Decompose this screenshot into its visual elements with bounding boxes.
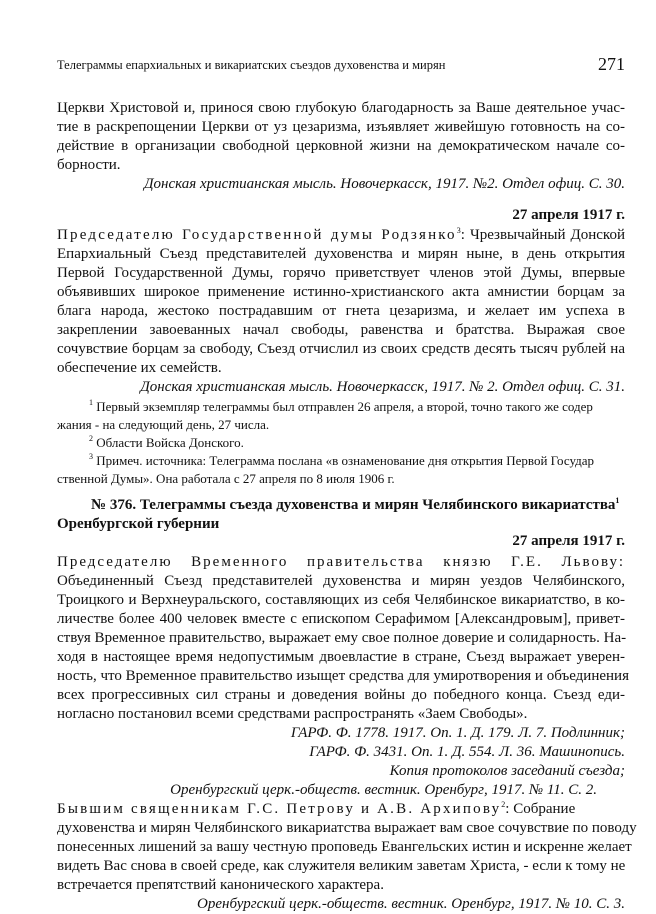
heading-text: № 376. Телеграммы съезда духовенства и мирян Челябинского викариатства [91, 497, 616, 513]
section-continuation [57, 99, 625, 194]
footnote-3 [57, 452, 625, 470]
text-line: Объединенный Съезд представителей духовенства и мирян уездов Челябинского, [57, 573, 625, 589]
footnote-3-cont: ственной Думы». Она работала с 27 апреля по 8 июля 1906 г. [57, 471, 395, 486]
footnotes [57, 398, 625, 488]
text-line: ность, что Временное правительство изыщет средства для умиротворения и объединения [57, 668, 629, 684]
source-citation: Донская христианская мысль. Новочеркасск, 1917. № 2. Отдел офиц. С. 31. [140, 379, 625, 395]
source-citation: Донская христианская мысль. Новочеркасск, 1917. №2. Отдел офиц. С. 30. [144, 176, 625, 192]
running-header: Телеграммы епархиальных и викариатских съездов духовенства и мирян [57, 58, 446, 72]
text-line: ствуя Временное правительство, выражает ему свое полное доверие и солидарность. На- [57, 630, 627, 646]
text-segment: : Собрание [505, 801, 576, 817]
text-line: блага народа, жестоко пострадавшим от гнета цезаризма, и желает им успеха в [57, 303, 625, 319]
text-line: всех прогрессивных сил страны и доведения войны до победного конца. Съезд еди- [57, 687, 625, 703]
heading-line [57, 496, 625, 515]
source-citation: Оренбургский церк.-обществ. вестник. Оренбург, 1917. № 10. С. 3. [197, 896, 625, 912]
addressee: Председателю Временного правительства князю Г.Е. Львову: [57, 554, 625, 570]
text-line: закреплении завоеванных начал свободы, равенства и братства. Выражая свое [57, 322, 625, 338]
text-line: обеспечение их семейств. [57, 360, 222, 376]
footnote-ref: 1 [615, 496, 620, 505]
text-line: объявивших широкое применение истинно-христианского акта амнистии борцам за [57, 284, 625, 300]
footnote-mark: 2 [89, 434, 93, 443]
text-line: Церкви Христовой и, принося свою глубокую благодарность за Ваше деятельное учас- [57, 100, 625, 116]
telegram-date: 27 апреля 1917 г. [512, 207, 625, 223]
source-citation: ГАРФ. Ф. 1778. 1917. Оп. 1. Д. 179. Л. 7. Подлинник; [290, 725, 625, 741]
text-line: сочувствие борцам за свободу, Съезд отчислил из своих средств десять тысяч рублей на [57, 341, 625, 357]
text-line: ногласно постановил всеми средствами распространять «Заем Свободы». [57, 706, 528, 722]
page-number: 271 [598, 54, 625, 74]
text-segment: : Чрезвычайный Донской [460, 227, 625, 243]
text-line: борности. [57, 157, 121, 173]
footnote-text: Первый экземпляр телеграммы был отправлен 26 апреля, а второй, точно такого же содер [96, 399, 593, 414]
footnote-mark: 3 [89, 452, 93, 461]
footnote-text: Области Войска Донского. [96, 435, 244, 450]
footnote-1 [57, 398, 625, 416]
text-line [57, 800, 625, 819]
footnote-mark: 1 [89, 398, 93, 407]
text-line: духовенства и мирян Челябинского викариатства выражает вам свое сочувствие по поводу [57, 820, 637, 836]
telegram-date: 27 апреля 1917 г. [512, 533, 625, 549]
text-line: Епархиальный Съезд представителей духовенства и мирян ныне, в день открытия [57, 246, 625, 262]
addressee: Председателю Государственной думы Родзянко [57, 227, 457, 243]
text-line: Первой Государственной Думы, горячо приветствует членов этой Думы, впервые [57, 265, 625, 281]
text-line: личестве более 400 человек вместе с епископом Серафимом [Александровым], привет- [57, 611, 625, 627]
addressee: Бывшим священникам Г.С. Петрову и А.В. Архипову [57, 801, 502, 817]
footnote-2 [57, 434, 625, 452]
source-citation: ГАРФ. Ф. 3431. Оп. 1. Д. 554. Л. 36. Машинопись. [309, 744, 625, 760]
footnote-ref: 2 [501, 800, 506, 809]
text-line: видеть Вас снова в своей среде, как служителя великим заветам Христа, - если к тому не [57, 858, 626, 874]
footnote-1-cont: жания - на следующий день, 27 числа. [57, 417, 270, 432]
source-citation: Копия протоколов заседаний съезда; [389, 763, 625, 779]
text-line: встречается препятствий канонического характера. [57, 877, 384, 893]
document-heading [57, 496, 625, 534]
heading-line: Оренбургской губернии [57, 516, 220, 532]
text-line [57, 226, 625, 245]
text-line: Троицкого и Верхнеуральского, составляющих из себя Челябинское викариатство, в ко- [57, 592, 625, 608]
text-line: понесенных лишений за вашу честную проповедь Евангельских истин и искренне желает [57, 839, 632, 855]
source-citation: Оренбургский церк.-обществ. вестник. Оренбург, 1917. № 11. С. 2. [170, 782, 597, 798]
text-line: действие в организации свободной церковной жизни на демократическом начале со- [57, 138, 625, 154]
footnote-text: Примеч. источника: Телеграмма послана «в ознаменование дня открытия Первой Государ [96, 453, 595, 468]
telegram-lvov [57, 553, 637, 914]
text-line: тие в раскрепощении Церкви от уз цезаризма, изъявляет живейшую готовность на со- [57, 119, 625, 135]
text-line: ходя в настоящее время недопустимым двоевластие в стране, Съезд выражает уверен- [57, 649, 625, 665]
telegram-rodzianko [57, 226, 625, 397]
footnote-ref: 3 [456, 226, 461, 235]
